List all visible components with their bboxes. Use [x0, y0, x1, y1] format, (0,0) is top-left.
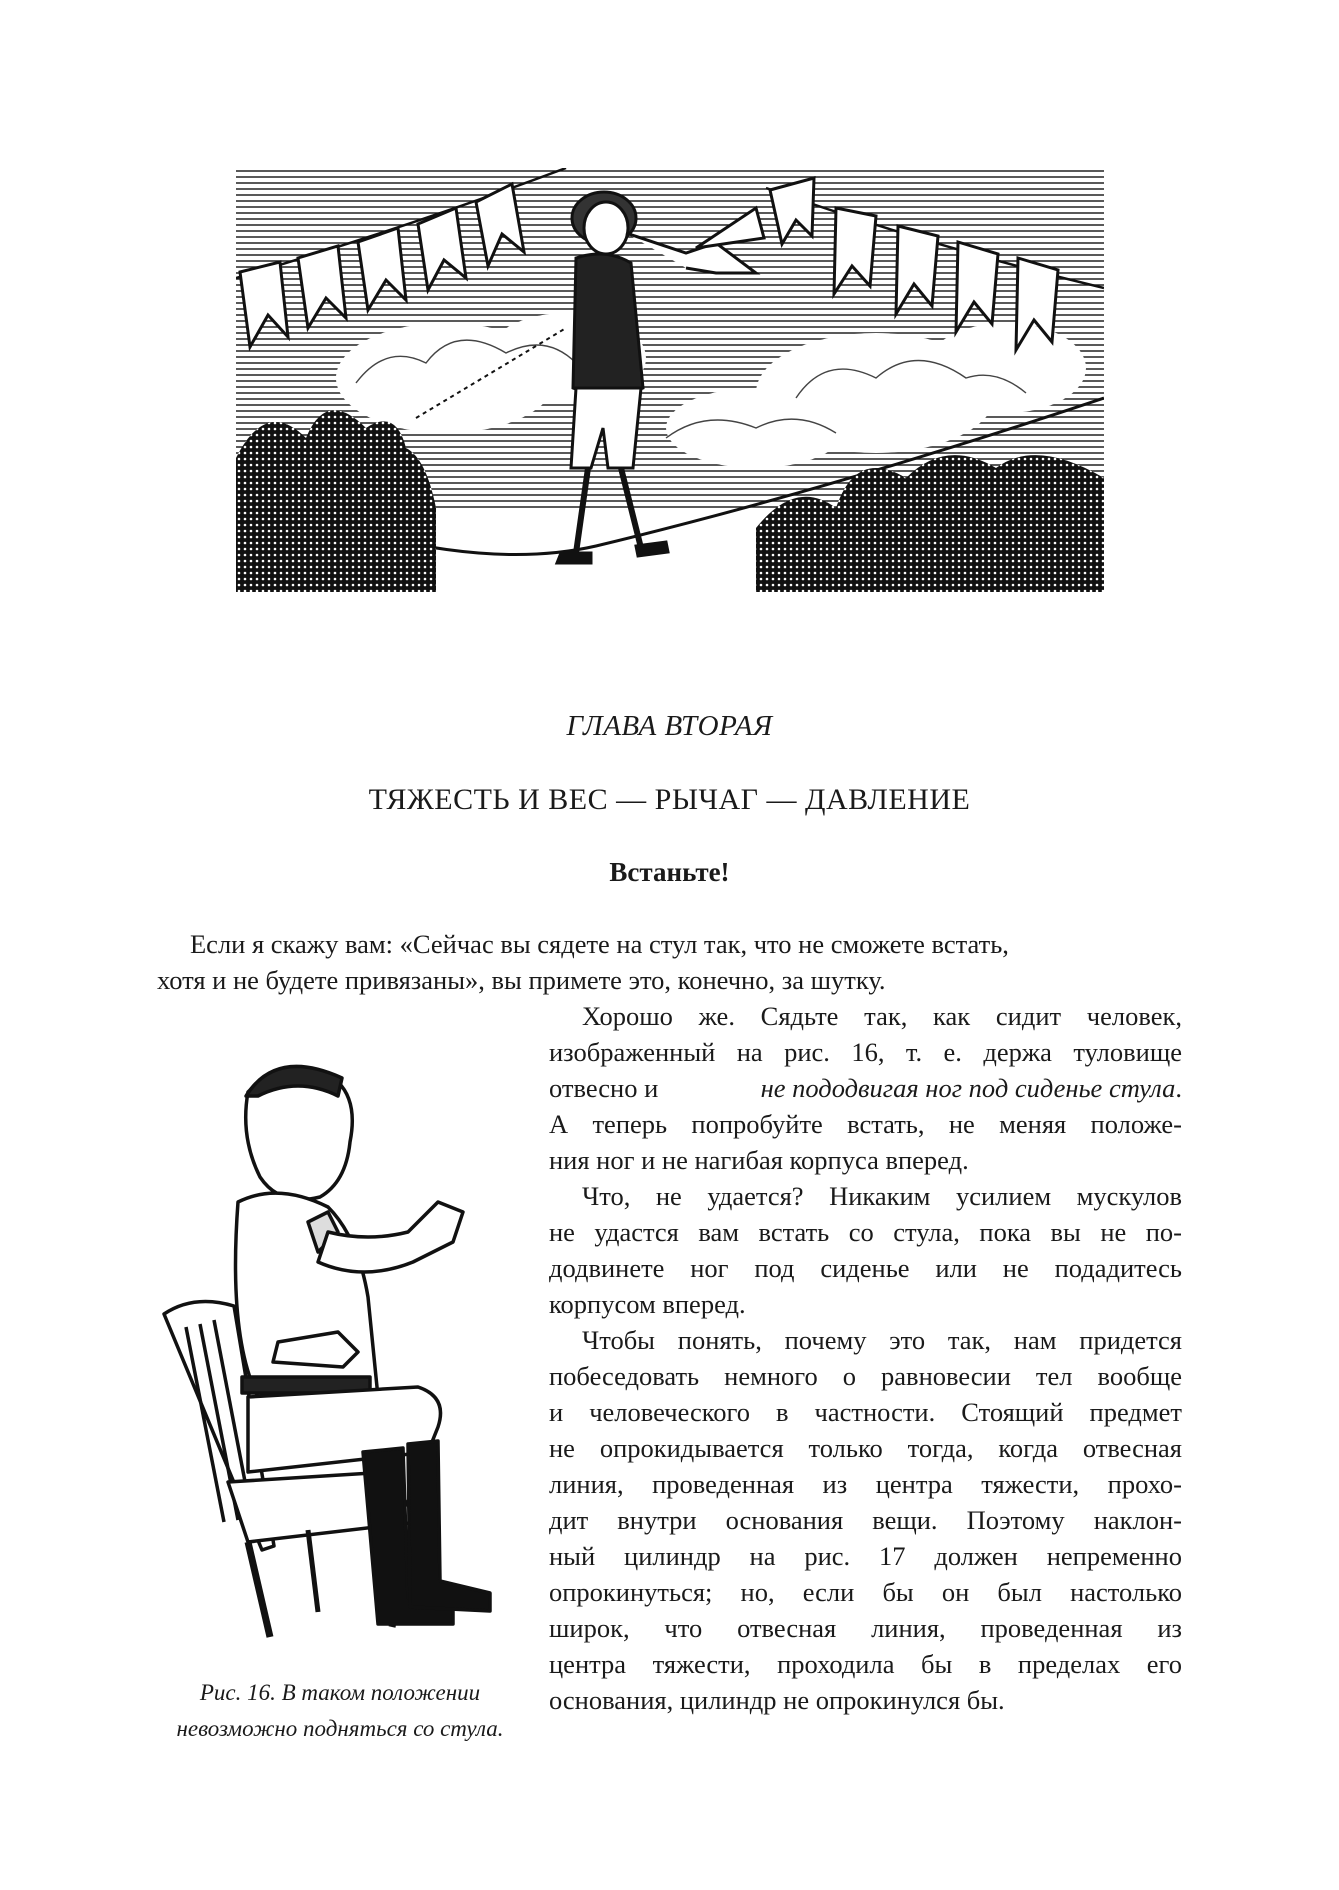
figure-caption-line: Рис. 16. В таком положении — [199, 1680, 481, 1705]
paragraph-4-line: Чтобы понять, почему это так, нам придется — [582, 1325, 1182, 1355]
paragraph-3-line: корпусом вперед. — [549, 1289, 746, 1319]
paragraph-4-line: линия, проведенная из центра тяжести, прохо- — [549, 1469, 1182, 1499]
paragraph-4-line: не опрокидывается только тогда, когда отвесная — [549, 1433, 1182, 1463]
paragraph-1-line: хотя и не будете привязаны», вы примете это, конечно, за шутку. — [157, 965, 886, 995]
paragraph-2-line: А теперь попробуйте встать, не меняя положе- — [549, 1109, 1182, 1139]
paragraph-4-line: побеседовать немного о равновесии тел вообще — [549, 1361, 1182, 1391]
paragraph-1-line: Если я скажу вам: «Сейчас вы сядете на стул так, что не сможете встать, — [190, 929, 1009, 959]
paragraph-4-line: широк, что отвесная линия, проведенная из — [549, 1613, 1182, 1643]
paragraph-3-line: додвинете ног под сиденье или не подадитесь — [549, 1253, 1182, 1283]
paragraph-2-line: ния ног и не нагибая корпуса вперед. — [549, 1145, 969, 1175]
paragraph-2-line: Хорошо же. Сядьте так, как сидит человек, — [582, 1001, 1182, 1031]
paragraph-4-line: дит внутри основания вещи. Поэтому наклон- — [549, 1505, 1182, 1535]
paragraph-3-line: Что, не удается? Никаким усилием мускулов — [582, 1181, 1182, 1211]
paragraph-4-line: и человеческого в частности. Стоящий предмет — [549, 1397, 1182, 1427]
paragraph-2-fragment: отвесно и — [549, 1073, 659, 1103]
chapter-label: ГЛАВА ВТОРАЯ — [566, 710, 773, 742]
chapter-header-illustration — [236, 168, 1104, 592]
paragraph-2-emphasis — [761, 1070, 1182, 1106]
paragraph-3-line: не удастся вам встать со стула, пока вы не по- — [549, 1217, 1182, 1247]
paragraph-4-line: центра тяжести, проходила бы в пределах его — [549, 1649, 1182, 1679]
paragraph-2-line: изображенный на рис. 16, т. е. держа туловище — [549, 1037, 1182, 1067]
paragraph-2-line — [549, 1070, 1182, 1106]
paragraph-4-line: основания, цилиндр не опрокинулся бы. — [549, 1685, 1005, 1715]
paragraph-4-line: опрокинуться; но, если бы он был настолько — [549, 1577, 1182, 1607]
chapter-title: ТЯЖЕСТЬ И ВЕС — РЫЧАГ — ДАВЛЕНИЕ — [368, 783, 971, 816]
figure-caption-line: невозможно подняться со стула. — [176, 1716, 504, 1741]
paragraph-2-period: . — [1175, 1073, 1182, 1103]
paragraph-4-line: ный цилиндр на рис. 17 должен непременно — [549, 1541, 1182, 1571]
figure-16-illustration — [158, 1052, 522, 1647]
section-title: Встаньте! — [609, 857, 730, 887]
emphasis-text: не пододвигая ног под сиденье стула — [760, 1073, 1176, 1103]
